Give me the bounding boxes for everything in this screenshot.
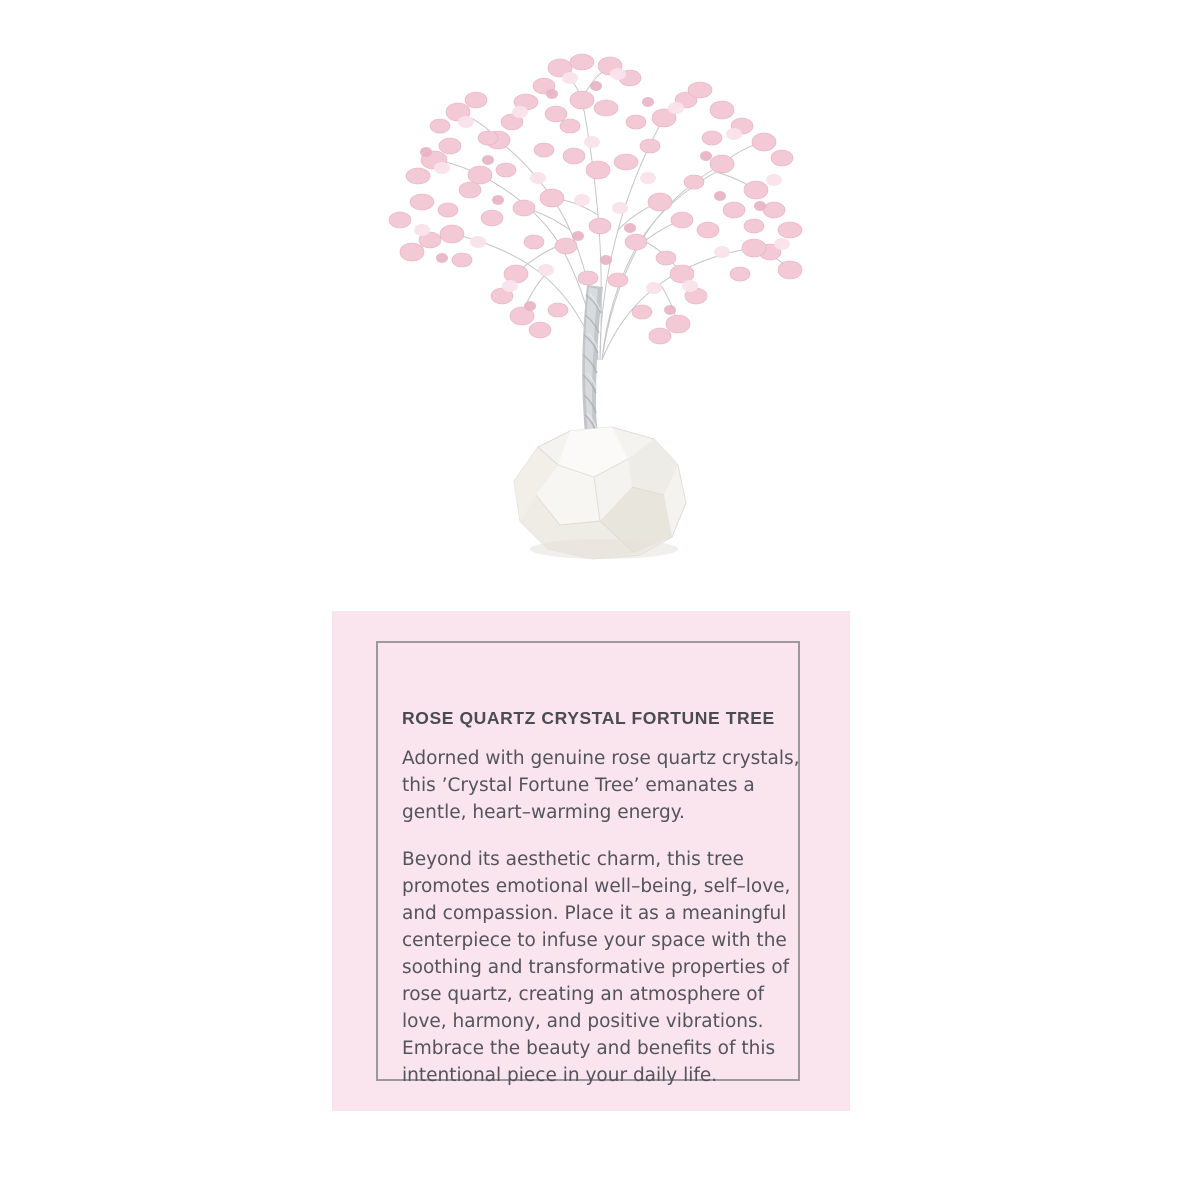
product-title: ROSE QUARTZ CRYSTAL FORTUNE TREE — [402, 708, 775, 728]
description-frame — [376, 641, 800, 1086]
description-paragraph-1: Adorned with genuine rose quartz crystals, this ’Crystal Fortune Tree’ emanates a gentle, heart–warming energy. — [402, 748, 800, 823]
description-content — [402, 708, 806, 1089]
description-card — [332, 611, 850, 1111]
description-paragraph-2: Beyond its aesthetic charm, this tree promotes emotional well–being, self–love, and compassion. Place it as a meaningful centerpiece to infuse your space with the soothing and transformative properties of rose quartz, creating an atmosphere of love, harmony, and positive vibrations. Embrace the beauty and benefits of this intentional piece in your daily life. — [402, 849, 791, 1086]
quartz-stone-base-icon — [508, 425, 696, 563]
